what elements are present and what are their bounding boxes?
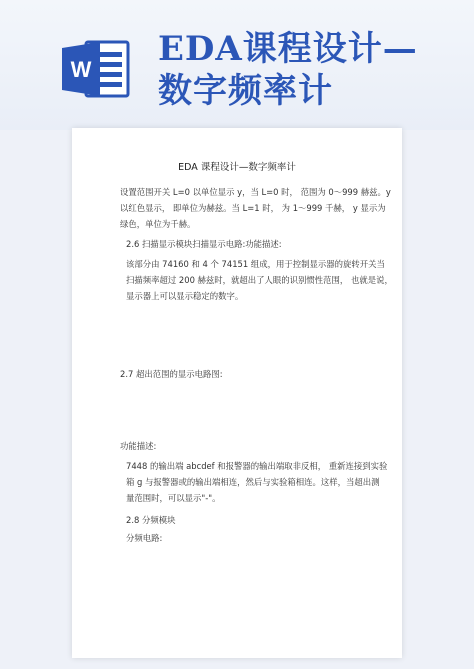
document-title: EDA 课程设计—数字频率计	[178, 162, 296, 173]
paragraph-line: 显示器上可以显示稳定的数字。	[126, 291, 244, 301]
word-icon	[60, 38, 132, 100]
paragraph-overflow-display	[120, 458, 388, 506]
paragraph-line: 绿色，单位为千赫。	[120, 219, 196, 229]
section-heading-2-8: 2.8 分频模块	[126, 515, 176, 525]
document-page	[72, 128, 402, 658]
banner	[0, 0, 474, 130]
svg-text:W: W	[70, 57, 92, 82]
paragraph-line: 箱 g 与报警器或的输出端相连，然后与实验箱相连。这样，当超出测	[126, 477, 380, 487]
paragraph-range-switch	[120, 184, 391, 232]
banner-title-line2: 数字频率计	[158, 71, 333, 111]
section-heading-2-7: 2.7 超出范围的显示电路图:	[120, 369, 223, 379]
paragraph-line: 该部分由 74160 和 4 个 74151 组成，用于控制显示器的旋转开关当	[126, 259, 385, 269]
paragraph-line: 设置范围开关 L=0 以单位显示 y，当 L=0 时， 范围为 0～999 赫兹。y	[120, 187, 391, 197]
paragraph-line: 以红色显示， 即单位为赫兹。当 L=1 时， 为 1～999 千赫， y 显示为	[120, 203, 386, 213]
paragraph-line: 扫描频率超过 200 赫兹时，就超出了人眼的识别惯性范围， 也就是说，	[126, 275, 393, 285]
function-description-label: 功能描述:	[120, 441, 157, 451]
paragraph-line: 7448 的输出端 abcdef 和报警器的输出端取非反相， 重新连接到实验	[126, 461, 388, 471]
section-heading-2-6: 2.6 扫描显示模块扫描显示电路:功能描述:	[126, 239, 282, 249]
paragraph-scan-display	[120, 256, 393, 304]
banner-title	[158, 28, 418, 112]
divider-circuit-label: 分频电路:	[126, 533, 163, 543]
paragraph-line: 量范围时，可以显示"-"。	[126, 493, 221, 503]
banner-title-line1: EDA课程设计—	[158, 29, 418, 69]
